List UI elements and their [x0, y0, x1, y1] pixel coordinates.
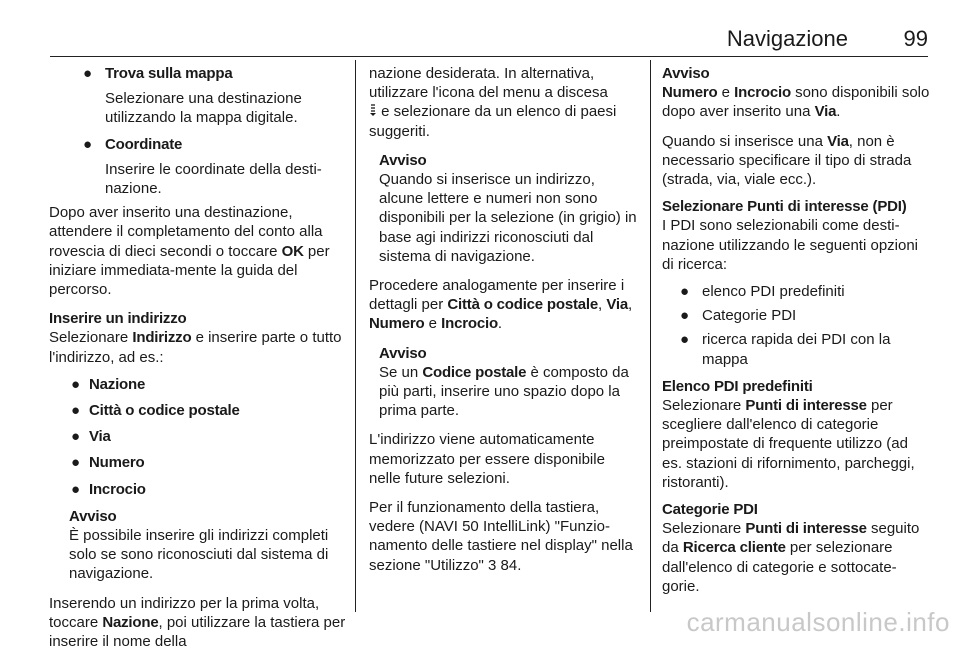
watermark: carmanualsonline.info — [686, 607, 950, 637]
list-item-title: Coordinate — [105, 135, 183, 153]
notice-text: Numero e Incrocio sono disponibili solo dopo aver inserito una Via. — [662, 84, 930, 121]
list-item: ● Via — [71, 428, 111, 446]
paragraph: Inserendo un indirizzo per la prima volta, toccare Nazione, poi utilizzare la tastiera per inserire il nome della — [49, 594, 346, 651]
page-reference-arrow-icon: 3 — [488, 556, 497, 574]
section-heading: Elenco PDI predefiniti — [662, 377, 813, 395]
page-header — [0, 0, 960, 58]
paragraph: I PDI sono selezionabili come desti-nazione utilizzando le seguenti opzioni di ricerca: — [662, 217, 919, 273]
notice-box — [662, 64, 932, 189]
bullet-icon: ● — [71, 375, 81, 393]
section-heading: Inserire un indirizzo — [49, 310, 187, 328]
paragraph: Selezionare Punti di interesse seguito da Ricerca cliente per selezionare dall'elenco di categorie e sottocate-gorie. — [662, 520, 920, 595]
notice-box — [49, 507, 349, 584]
notice-box — [369, 151, 639, 266]
list-item: ● elenco PDI predefiniti — [680, 283, 845, 301]
column-divider-1 — [355, 60, 356, 612]
header-rule — [50, 56, 928, 57]
list-item: ● Incrocio — [71, 480, 146, 498]
bullet-icon: ● — [680, 331, 690, 349]
notice-text: Quando si inserisce una Via, non è necessario specificare il tipo di strada (strada, via, viale ecc.). — [662, 132, 912, 189]
notice-title: Avviso — [379, 344, 427, 362]
page-number: 99 — [903, 26, 928, 51]
notice-text: È possibile inserire gli indirizzi completi solo se sono riconosciuti dal sistema di navigazione. — [69, 527, 329, 583]
section-heading: Selezionare Punti di interesse (PDI) — [662, 198, 907, 216]
list-item — [49, 64, 349, 128]
notice-text: Quando si inserisce un indirizzo, alcune lettere e numeri non sono disponibili per la selezione (in grigio) in base agi indirizzi riconosciuti dal sistema di navigazione. — [379, 171, 637, 265]
paragraph: Selezionare Indirizzo e inserire parte o tutto l'indirizzo, ad es.: — [49, 329, 342, 366]
paragraph: Per il funzionamento della tastiera, vedere (NAVI 50 IntelliLink) "Funzio-namento delle tastiere nel display" nella sezione "Utilizzo" 3 84. — [369, 499, 633, 574]
list-item-text: Inserire le coordinate della desti-nazione. — [105, 160, 322, 198]
paragraph: nazione desiderata. In alternativa, utilizzare l'icona del menu a discesa e selezionare da un elenco di paesi suggeriti. — [369, 65, 617, 140]
paragraph: L'indirizzo viene automaticamente memorizzato per essere disponibile nelle future selezioni. — [369, 431, 605, 487]
bullet-icon: ● — [71, 454, 81, 472]
list-item: ● Nazione — [71, 375, 146, 393]
page-title: Navigazione — [726, 26, 848, 51]
list-item: ● ricerca rapida dei PDI con la mappa — [680, 331, 891, 368]
list-item-text: Selezionare una destinazione utilizzando la mappa digitale. — [105, 90, 302, 127]
paragraph: Selezionare Punti di interesse per scegliere dall'elenco di categorie preimpostate di frequente utilizzo (ad es. stazioni di rifornimento, parcheggi, ristoranti). — [662, 397, 915, 491]
column-3 — [662, 64, 932, 596]
notice-box — [369, 344, 639, 421]
list-item: ● Numero — [71, 454, 145, 472]
paragraph: Procedere analogamente per inserire i dettagli per Città o codice postale, Via, Numero e Incrocio. — [369, 277, 633, 333]
bullet-icon: ● — [680, 307, 690, 325]
list-item — [49, 135, 349, 199]
list-item: ● Categorie PDI — [680, 307, 797, 325]
section-heading: Categorie PDI — [662, 501, 758, 519]
bullet-icon: ● — [680, 283, 690, 301]
bullet-icon: ● — [83, 65, 93, 82]
bullet-icon: ● — [71, 480, 81, 498]
dropdown-menu-icon — [369, 104, 377, 117]
notice-title: Avviso — [662, 65, 710, 82]
notice-title: Avviso — [379, 151, 427, 169]
column-1 — [49, 64, 349, 651]
list-item-title: Trova sulla mappa — [105, 65, 233, 82]
column-2 — [369, 64, 639, 575]
notice-text: Se un Codice postale è composto da più parti, inserire uno spazio dopo la prima parte. — [379, 363, 629, 420]
list-item: ● Città o codice postale — [71, 402, 240, 420]
paragraph: Dopo aver inserito una destinazione, attendere il completamento del conto alla rovescia di dieci secondi o toccare OK per iniziare immediata-mente la guida del percorso. — [49, 204, 330, 299]
bullet-icon: ● — [71, 402, 81, 420]
column-divider-2 — [650, 60, 651, 612]
bullet-icon: ● — [83, 135, 93, 153]
bullet-icon: ● — [71, 428, 81, 446]
notice-title: Avviso — [69, 507, 117, 525]
